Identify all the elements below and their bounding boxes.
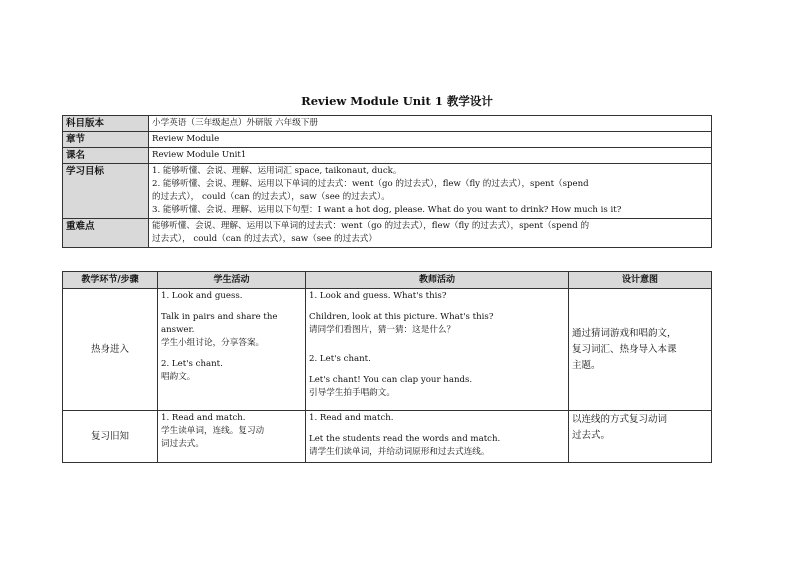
design-intent-cell: 通过猜词游戏和唱韵文， 复习词汇、热身导入本课 主题。 (569, 289, 712, 411)
plan-row-warmup (63, 289, 712, 411)
info-label: 课名 (63, 148, 149, 164)
info-label: 学习目标 (63, 164, 149, 219)
lesson-plan-table (62, 271, 712, 463)
document-title: Review Module Unit 1 教学设计 (301, 94, 493, 108)
info-label: 章节 (63, 132, 149, 148)
course-info-table (62, 115, 712, 248)
info-row-key-points (63, 219, 712, 248)
info-row-objectives (63, 164, 712, 219)
info-value: Review Module Unit1 (149, 148, 712, 164)
header-design-intent: 设计意图 (569, 272, 712, 289)
teacher-activity-cell: 1. Read and match. Let the students read the words and match. 请学生们读单词，并给动词原形和过去式连线。 (306, 411, 569, 463)
student-activity-cell: 1. Look and guess. Talk in pairs and share the answer. 学生小组讨论，分享答案。 2. Let's chant. 唱韵文。 (158, 289, 306, 411)
info-label: 科目版本 (63, 116, 149, 132)
header-stage: 教学环节/步骤 (63, 272, 158, 289)
plan-header-row (63, 272, 712, 289)
header-teacher-activity: 教师活动 (306, 272, 569, 289)
info-row-lesson (63, 148, 712, 164)
student-activity-cell: 1. Read and match. 学生读单词，连线。复习动 词过去式。 (158, 411, 306, 463)
info-value: 1. 能够听懂、会说、理解、运用词汇 space, taikonaut, duck。 2. 能够听懂、会说、理解、运用以下单词的过去式：went（go 的过去式），flew（fly 的过去式），spent（spend 的过去式）， could（can 的过去式），saw（see 的过去式）。 3. 能够听懂、会说、理解、运用以下句型：I want a hot dog, please. What do you want to drink? How much is it? (149, 164, 712, 219)
info-value: Review Module (149, 132, 712, 148)
info-row-subject (63, 116, 712, 132)
plan-row-review (63, 411, 712, 463)
stage-cell: 热身进入 (63, 289, 158, 411)
info-row-chapter (63, 132, 712, 148)
info-label: 重难点 (63, 219, 149, 248)
teacher-activity-cell: 1. Look and guess. What's this? Children, look at this picture. What's this? 请同学们看图片，猜一猜：这是什么？ 2. Let's chant. Let's chant! You can clap your hands. 引导学生拍手唱韵文。 (306, 289, 569, 411)
stage-cell: 复习旧知 (63, 411, 158, 463)
design-intent-cell: 以连线的方式复习动词 过去式。 (569, 411, 712, 463)
header-student-activity: 学生活动 (158, 272, 306, 289)
info-value: 小学英语（三年级起点）外研版 六年级下册 (149, 116, 712, 132)
info-value: 能够听懂、会说、理解、运用以下单词的过去式：went（go 的过去式），flew（fly 的过去式），spent（spend 的 过去式）， could（can 的过去式），saw（see 的过去式） (149, 219, 712, 248)
